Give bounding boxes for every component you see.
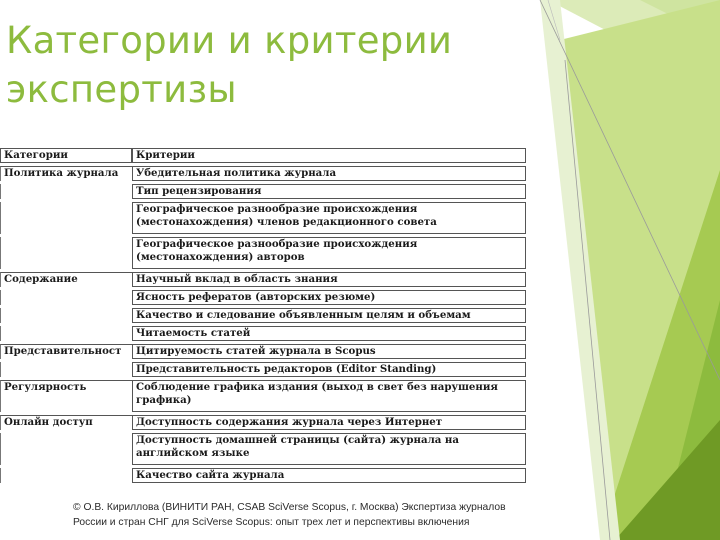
criterion-cell: Качество и следование объявленным целям и объемам [132,308,526,323]
table-row [0,184,526,199]
criterion-cell: Доступность содержания журнала через Интернет [132,415,526,430]
table-row [0,326,526,341]
slide-title-line-1: Категории и критерии [6,19,453,62]
category-cell [0,184,132,199]
category-cell [0,326,132,341]
criterion-cell: Цитируемость статей журнала в Scopus [132,344,526,359]
criterion-cell: Представительность редакторов (Editor Standing) [132,362,526,377]
criterion-cell: Соблюдение графика издания (выход в свет без нарушения графика) [132,380,526,412]
table-row [0,433,526,465]
table-header-row [0,148,526,163]
table-row [0,166,526,181]
slide-title [6,16,526,114]
criterion-cell: Научный вклад в область знания [132,272,526,287]
criterion-cell: Качество сайта журнала [132,468,526,483]
category-cell [0,468,132,483]
criterion-cell: Географическое разнообразие происхождения (местонахождения) авторов [132,237,526,269]
category-cell [0,433,132,465]
table-row [0,344,526,359]
category-cell [0,362,132,377]
table-row [0,415,526,430]
table-row [0,202,526,234]
category-cell [0,290,132,305]
criterion-cell: Убедительная политика журнала [132,166,526,181]
criterion-cell: Читаемость статей [132,326,526,341]
criterion-cell: Географическое разнообразие происхождения (местонахождения) членов редакционного совета [132,202,526,234]
copyright-caption [73,500,593,530]
category-cell: Политика журнала [0,166,132,181]
category-cell: Содержание [0,272,132,287]
caption-line-1: © О.В. Кириллова (ВИНИТИ РАН, CSAB SciVerse Scopus, г. Москва) Экспертиза журналов [73,502,506,513]
table-row [0,237,526,269]
criterion-cell: Ясность рефератов (авторских резюме) [132,290,526,305]
header-category: Категории [0,148,132,163]
caption-line-2: России и стран СНГ для SciVerse Scopus: опыт трех лет и перспективы включения [73,517,470,528]
criterion-cell: Тип рецензирования [132,184,526,199]
table-row [0,380,526,412]
table-row [0,290,526,305]
slide-title-line-2: экспертизы [6,68,237,111]
header-criteria: Критерии [132,148,526,163]
criteria-table [0,145,526,486]
criterion-cell: Доступность домашней страницы (сайта) журнала на английском языке [132,433,526,465]
table-row [0,468,526,483]
table-row [0,362,526,377]
category-cell: Представительност [0,344,132,359]
table-row [0,272,526,287]
category-cell [0,202,132,234]
table-row [0,308,526,323]
category-cell [0,237,132,269]
category-cell: Онлайн доступ [0,415,132,430]
category-cell: Регулярность [0,380,132,412]
category-cell [0,308,132,323]
